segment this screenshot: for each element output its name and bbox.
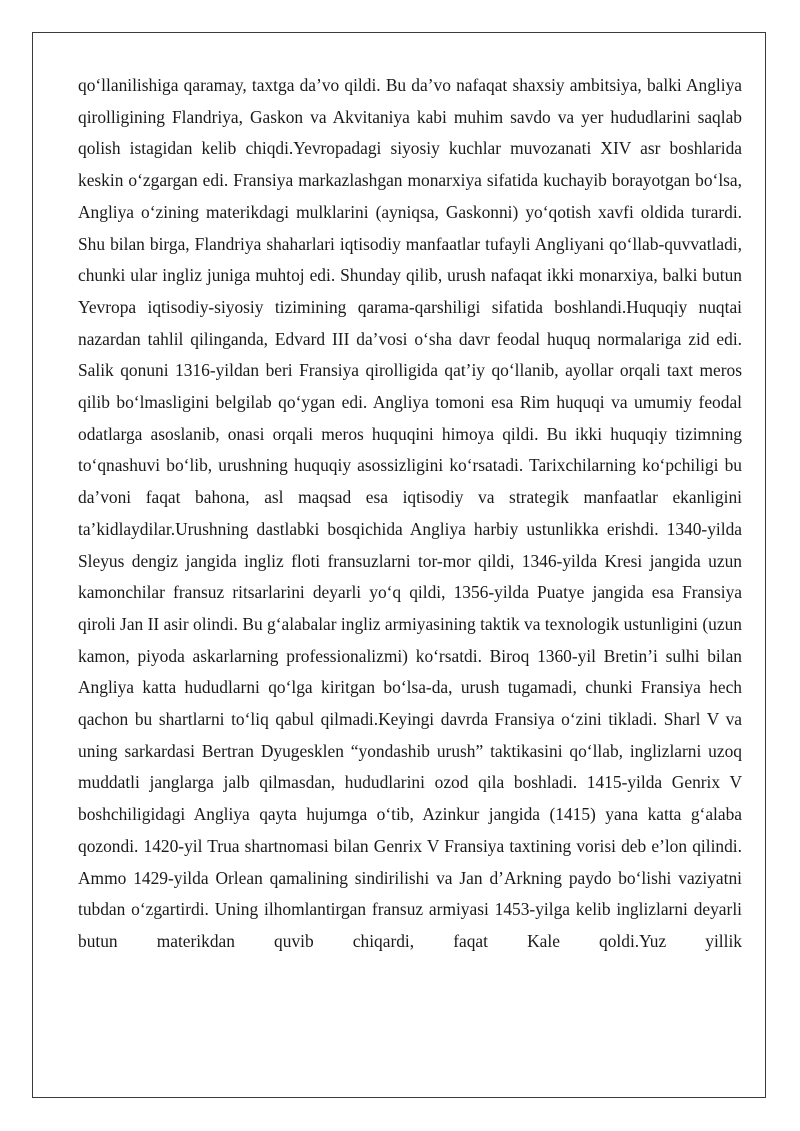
body-paragraph: qo‘llanilishiga qaramay, taxtga da’vo qildi. Bu da’vo nafaqat shaxsiy ambitsiya, balki Angliya qirolligining Flandriya, Gaskon va Akvitaniya kabi muhim savdo va yer hududlarini saqlab qolish istagidan kelib chiqdi.Yevropadagi siyosiy kuchlar muvozanati XIV asr boshlarida keskin o‘zgargan edi. Fransiya markazlashgan monarxiya sifatida kuchayib borayotgan bo‘lsa, Angliya o‘zining materikdagi mulklarini (ayniqsa, Gaskonni) yo‘qotish xavfi oldida turardi. Shu bilan birga, Flandriya shaharlari iqtisodiy manfaatlar tufayli Angliyani qo‘llab-quvvatladi, chunki ular ingliz juniga muhtoj edi. Shunday qilib, urush nafaqat ikki monarxiya, balki butun Yevropa iqtisodiy-siyosiy tizimining qarama-qarshiligi sifatida boshlandi.Huquqiy nuqtai nazardan tahlil qilinganda, Edvard III da’vosi o‘sha davr feodal huquq normalariga zid edi. Salik qonuni 1316-yildan beri Fransiya qirolligida qat’iy qo‘llanib, ayollar orqali taxt meros qilib bo‘lmasligini belgilab qo‘ygan edi. Angliya tomoni esa Rim huquqi va umumiy feodal odatlarga asoslanib, onasi orqali meros huquqini himoya qildi. Bu ikki huquqiy tizimning to‘qnashuvi bo‘lib, urushning huquqiy asossizligini ko‘rsatadi. Tarixchilarning ko‘pchiligi bu da’voni faqat bahona, asl maqsad esa iqtisodiy va strategik manfaatlar ekanligini ta’kidlaydilar.Urushning dastlabki bosqichida Angliya harbiy ustunlikka erishdi. 1340-yilda Sleyus dengiz jangida ingliz floti fransuzlarni tor-mor qildi, 1346-yilda Kresi jangida uzun kamonchilar fransuz ritsarlarini deyarli yo‘q qildi, 1356-yilda Puatye jangida esa Fransiya qiroli Jan II asir olindi. Bu g‘alabalar ingliz armiyasining taktik va texnologik ustunligini (uzun kamon, piyoda askarlarning professionalizmi) ko‘rsatdi. Biroq 1360-yil Bretin’i sulhi bilan Angliya katta hududlarni qo‘lga kiritgan bo‘lsa-da, urush tugamadi, chunki Fransiya hech qachon bu shartlarni to‘liq qabul qilmadi.Keyingi davrda Fransiya o‘zini tikladi. Sharl V va uning sarkardasi Bertran Dyugesklen “yondashib urush” taktikasini qo‘llab, inglizlarni uzoq muddatli janglarga jalb qilmasdan, hududlarini ozod qila boshladi. 1415-yilda Genrix V boshchiligidagi Angliya qayta hujumga o‘tib, Azinkur jangida (1415) yana katta g‘alaba qozondi. 1420-yil Trua shartnomasi bilan Genrix V Fransiya taxtining vorisi deb e’lon qilindi. Ammo 1429-yilda Orlean qamalining sindirilishi va Jan d’Arkning paydo bo‘lishi vaziyatni tubdan o‘zgartirdi. Uning ilhomlantirgan fransuz armiyasi 1453-yilga kelib inglizlarni deyarli butun materikdan quvib chiqardi, faqat Kale qoldi.Yuz yillik <box>78 75 742 951</box>
